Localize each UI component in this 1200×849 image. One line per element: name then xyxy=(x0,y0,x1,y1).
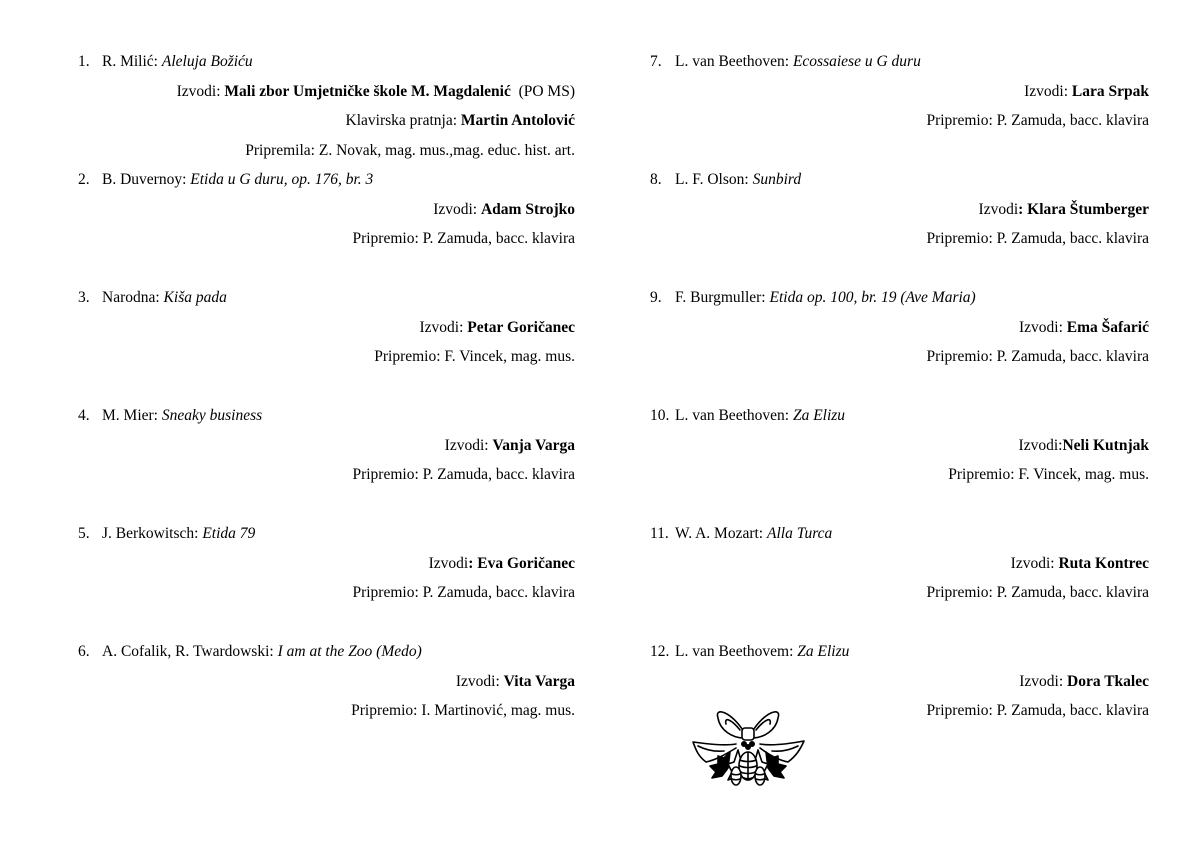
composer: L. van Beethoven: xyxy=(675,407,793,424)
item-number: 11. xyxy=(650,525,669,542)
teacher-line: Pripremio: I. Martinović, mag. mus. xyxy=(351,702,575,719)
performer-name: : Eva Goričanec xyxy=(468,554,575,572)
item-number: 1. xyxy=(78,53,90,70)
item-title xyxy=(650,406,1149,436)
piece-title: Za Elizu xyxy=(797,643,850,660)
program-item-6 xyxy=(78,642,575,760)
composer: B. Duvernoy: xyxy=(102,171,191,188)
piece-title: Sunbird xyxy=(752,171,802,188)
teacher-line: Pripremio: P. Zamuda, bacc. klavira xyxy=(926,702,1149,719)
item-number: 6. xyxy=(78,643,90,660)
composer: L. van Beethoven: xyxy=(675,53,793,70)
performer-line xyxy=(650,436,1149,466)
performer-suffix: (PO MS) xyxy=(510,82,575,100)
teacher-line: Pripremio: P. Zamuda, bacc. klavira xyxy=(926,230,1149,247)
accompanist-line xyxy=(78,111,575,141)
program-item-11 xyxy=(650,524,1149,642)
item-number: 5. xyxy=(78,525,90,542)
program-item-10 xyxy=(650,406,1149,524)
item-title xyxy=(78,642,575,672)
teacher-line: Pripremio: P. Zamuda, bacc. klavira xyxy=(926,348,1149,365)
teacher-line: Pripremio: P. Zamuda, bacc. klavira xyxy=(926,112,1149,129)
performer-label: Izvodi: xyxy=(1024,82,1072,100)
item-number: 4. xyxy=(78,407,90,424)
performer-line xyxy=(650,200,1149,230)
piece-title: Etida op. 100, br. 19 (Ave Maria) xyxy=(769,289,976,306)
program-item-5 xyxy=(78,524,575,642)
composer: A. Cofalik, R. Twardowski: xyxy=(102,643,278,660)
performer-label: Izvodi: xyxy=(1019,672,1068,690)
piece-title: Etida 79 xyxy=(202,525,256,542)
piece-title: I am at the Zoo (Medo) xyxy=(277,643,422,660)
performer-line xyxy=(78,672,575,702)
performer-label: Izvodi: xyxy=(1010,554,1059,572)
performer-label: Izvodi: xyxy=(176,82,225,100)
performer-label: Izvodi xyxy=(428,554,469,572)
program-item-9 xyxy=(650,288,1149,406)
item-title xyxy=(78,524,575,554)
piece-title: Sneaky business xyxy=(161,407,263,424)
teacher-line: Pripremio: F. Vincek, mag. mus. xyxy=(948,466,1149,483)
item-title xyxy=(78,288,575,318)
item-title xyxy=(650,170,1149,200)
composer: W. A. Mozart: xyxy=(675,525,767,542)
composer: L. F. Olson: xyxy=(675,171,753,188)
item-number: 10. xyxy=(650,407,670,424)
performer-name: Lara Srpak xyxy=(1071,82,1149,100)
teacher-line: Pripremio: P. Zamuda, bacc. klavira xyxy=(352,230,575,247)
performer-name: Dora Tkalec xyxy=(1067,672,1149,690)
item-number: 12. xyxy=(650,643,670,660)
performer-name: Vanja Varga xyxy=(492,436,575,454)
performer-label: Izvodi: xyxy=(433,200,481,218)
piece-title: Etida u G duru, op. 176, br. 3 xyxy=(190,171,374,188)
performer-line xyxy=(650,318,1149,348)
item-number: 9. xyxy=(650,289,662,306)
item-number: 7. xyxy=(650,53,662,70)
performer-name: Petar Goričanec xyxy=(467,318,575,336)
performer-line xyxy=(78,82,575,112)
accompanist-name: Martin Antolović xyxy=(460,112,575,129)
program-item-2 xyxy=(78,170,575,288)
program-item-1 xyxy=(78,52,575,170)
composer: J. Berkowitsch: xyxy=(102,525,203,542)
performer-line xyxy=(650,82,1149,112)
program-column-left xyxy=(78,52,575,760)
accompanist-label: Klavirska pratnja: xyxy=(345,112,461,129)
piece-title: Ecossaiese u G duru xyxy=(792,53,921,70)
item-title xyxy=(650,524,1149,554)
program-item-4 xyxy=(78,406,575,524)
piece-title: Kiša pada xyxy=(163,289,227,306)
composer: M. Mier: xyxy=(102,407,162,424)
teacher-line: Pripremila: Z. Novak, mag. mus.,mag. educ. hist. art. xyxy=(245,141,575,159)
performer-name: Vita Varga xyxy=(503,672,575,690)
teacher-line: Pripremio: P. Zamuda, bacc. klavira xyxy=(352,466,575,483)
composer: L. van Beethovem: xyxy=(675,643,798,660)
performer-label: Izvodi xyxy=(978,200,1019,218)
item-title xyxy=(650,52,1149,82)
performer-line xyxy=(78,554,575,584)
performer-line xyxy=(78,200,575,230)
item-number: 3. xyxy=(78,289,90,306)
teacher-line: Pripremio: F. Vincek, mag. mus. xyxy=(374,348,575,365)
performer-line xyxy=(78,436,575,466)
item-title xyxy=(78,170,575,200)
performer-line xyxy=(78,318,575,348)
performer-line xyxy=(650,554,1149,584)
program-column-right xyxy=(650,52,1149,760)
performer-label: Izvodi: xyxy=(444,436,493,454)
piece-title: Alla Turca xyxy=(767,525,833,542)
performer-label: Izvodi: xyxy=(455,672,504,690)
item-title xyxy=(650,288,1149,318)
item-number: 2. xyxy=(78,171,90,188)
program-item-8 xyxy=(650,170,1149,288)
performer-label: Izvodi: xyxy=(419,318,468,336)
performer-name: Neli Kutnjak xyxy=(1062,436,1149,454)
item-number: 8. xyxy=(650,171,662,188)
composer: F. Burgmuller: xyxy=(675,289,770,306)
program-item-3 xyxy=(78,288,575,406)
christmas-bow-icon xyxy=(688,704,808,794)
performer-line xyxy=(650,672,1149,702)
performer-label: Izvodi: xyxy=(1018,318,1067,336)
teacher-line: Pripremio: P. Zamuda, bacc. klavira xyxy=(926,584,1149,601)
performer-name: : Klara Štumberger xyxy=(1018,200,1149,218)
piece-title: Aleluja Božiću xyxy=(161,53,253,70)
item-title xyxy=(78,406,575,436)
performer-label: Izvodi: xyxy=(1018,436,1063,454)
item-title xyxy=(650,642,1149,672)
performer-name: Ema Šafarić xyxy=(1066,318,1149,336)
composer: Narodna: xyxy=(102,289,164,306)
piece-title: Za Elizu xyxy=(792,407,846,424)
program-item-7 xyxy=(650,52,1149,170)
performer-name: Ruta Kontrec xyxy=(1058,554,1149,572)
performer-name: Adam Strojko xyxy=(480,200,575,218)
item-title xyxy=(78,52,575,82)
composer: R. Milić: xyxy=(102,53,162,70)
teacher-line: Pripremio: P. Zamuda, bacc. klavira xyxy=(352,584,575,601)
performer-name: Mali zbor Umjetničke škole M. Magdalenić xyxy=(224,82,511,100)
